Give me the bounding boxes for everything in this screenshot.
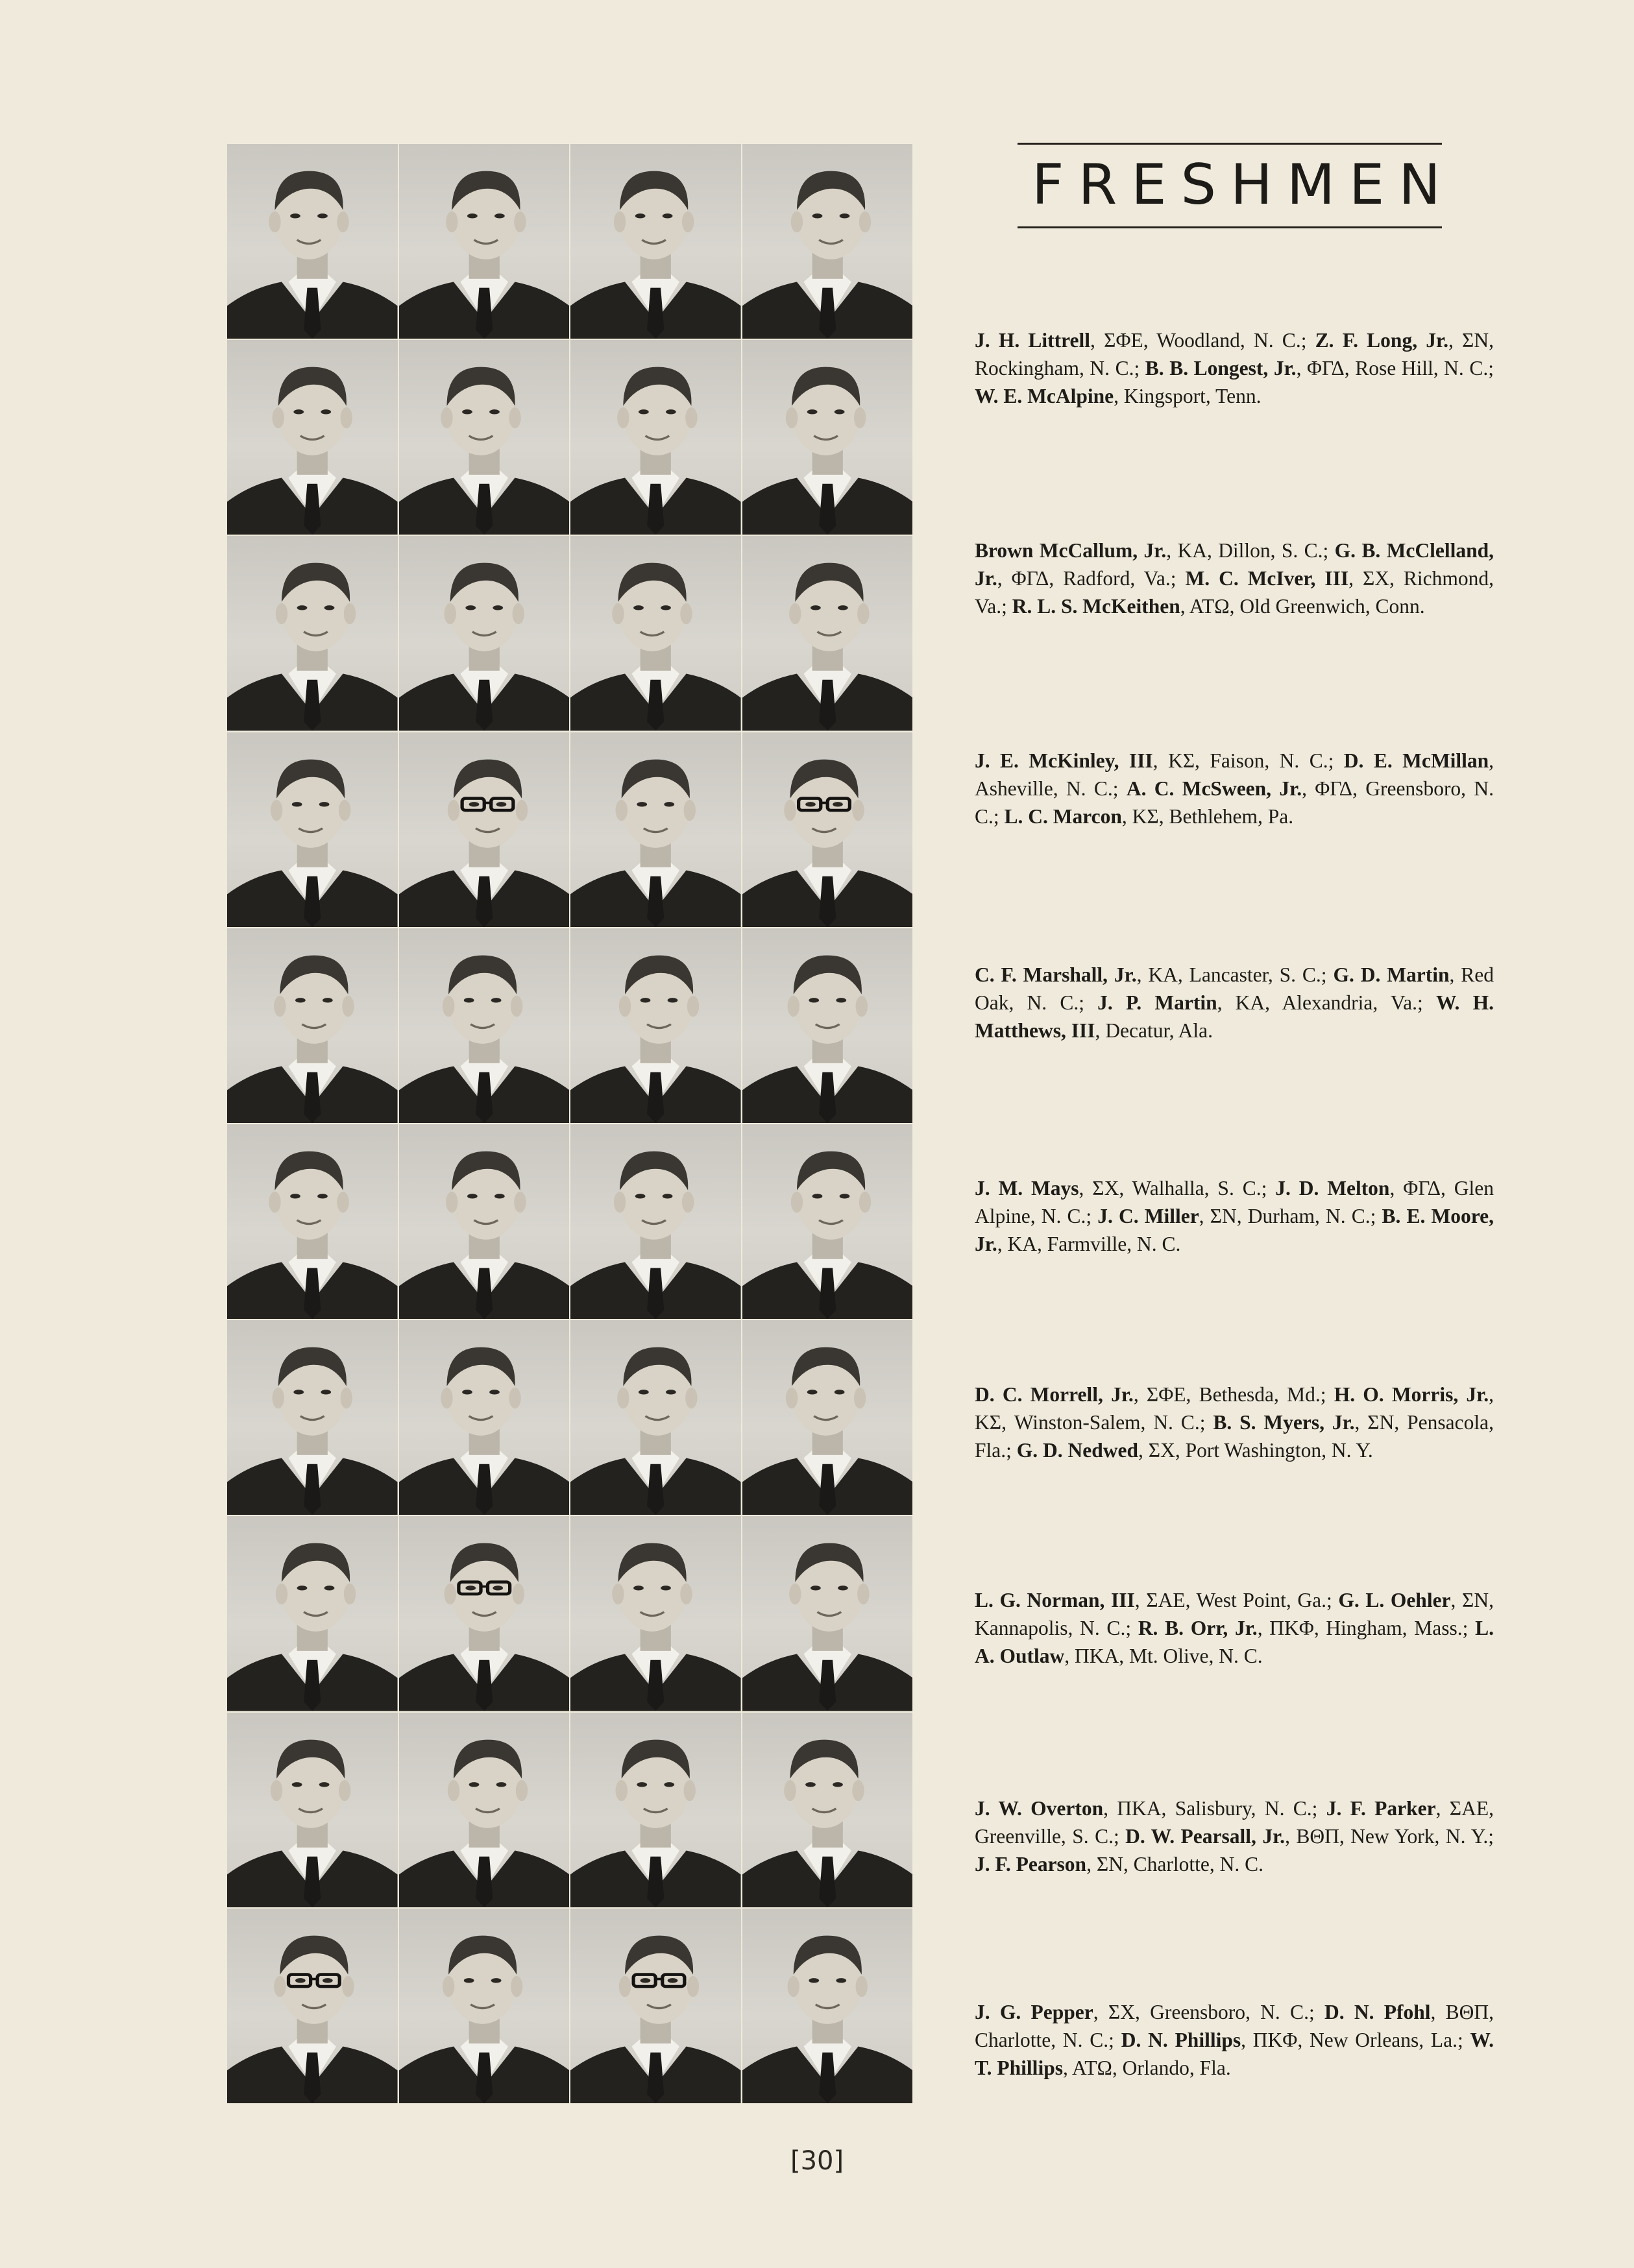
student-portrait [227,144,399,340]
student-portrait [399,536,571,732]
caption-text: J. H. Littrell, ΣΦE, Woodland, N. C.; Z. F. Long, Jr., ΣN, Rockingham, N. C.; B. B. Longest, Jr., ΦΓΔ, Rose Hill, N. C.; W. E. McAlpine, Kingsport, Tenn. [975,329,1494,407]
student-portrait [742,1516,914,1712]
caption-text: J. G. Pepper, ΣX, Greensboro, N. C.; D. N. Pfohl, BΘΠ, Charlotte, N. C.; D. N. Phillips, ΠKΦ, New Orleans, La.; W. T. Phillips, ATΩ, Orlando, Fla. [975,2001,1494,2079]
student-portrait [227,1516,399,1712]
student-portrait [399,1516,571,1712]
student-portrait [570,732,742,928]
student-portrait [227,340,399,536]
student-portrait [399,1713,571,1909]
caption-row-6 [975,1381,1494,1464]
student-portrait [742,144,914,340]
portrait-grid [227,144,914,2105]
student-portrait [399,340,571,536]
student-portrait [227,928,399,1124]
student-portrait [227,1320,399,1516]
caption-row-3 [975,747,1494,830]
student-portrait [570,928,742,1124]
caption-row-7 [975,1586,1494,1670]
caption-text: Brown McCallum, Jr., KA, Dillon, S. C.; G. B. McClelland, Jr., ΦΓΔ, Radford, Va.; M. C. McIver, III, ΣX, Richmond, Va.; R. L. S. McKeithen, ATΩ, Old Greenwich, Conn. [975,539,1494,618]
student-portrait [570,340,742,536]
student-portrait [570,1909,742,2105]
student-portrait [399,732,571,928]
caption-text: J. W. Overton, ΠKA, Salisbury, N. C.; J. F. Parker, ΣAE, Greenville, S. C.; D. W. Pearsall, Jr., BΘΠ, New York, N. Y.; J. F. Pearson, ΣN, Charlotte, N. C. [975,1797,1494,1876]
student-portrait [742,340,914,536]
student-portrait [742,1713,914,1909]
student-portrait [570,1516,742,1712]
page-title: FRESHMEN [1032,152,1455,217]
caption-text: C. F. Marshall, Jr., KA, Lancaster, S. C.; G. D. Martin, Red Oak, N. C.; J. P. Martin, KA, Alexandria, Va.; W. H. Matthews, III, Decatur, Ala. [975,963,1494,1042]
caption-row-5 [975,1174,1494,1258]
student-portrait [227,1124,399,1320]
student-portrait [742,1124,914,1320]
student-portrait [570,1320,742,1516]
student-portrait [227,1909,399,2105]
student-portrait [227,1713,399,1909]
student-portrait [570,1124,742,1320]
student-portrait [399,928,571,1124]
student-portrait [742,928,914,1124]
student-portrait [399,1124,571,1320]
student-portrait [227,536,399,732]
caption-text: J. E. McKinley, III, KΣ, Faison, N. C.; D. E. McMillan, Asheville, N. C.; A. C. McSween, Jr., ΦΓΔ, Greensboro, N. C.; L. C. Marcon, KΣ, Bethlehem, Pa. [975,749,1494,828]
caption-row-1 [975,326,1494,410]
page-number: [30] [790,2146,844,2176]
student-portrait [742,536,914,732]
student-portrait [227,732,399,928]
caption-text: L. G. Norman, III, ΣAE, West Point, Ga.; G. L. Oehler, ΣN, Kannapolis, N. C.; R. B. Orr, Jr., ΠKΦ, Hingham, Mass.; L. A. Outlaw, ΠKA, Mt. Olive, N. C. [975,1589,1494,1667]
caption-row-2 [975,537,1494,620]
student-portrait [399,144,571,340]
title-bottom-rule [1018,226,1442,228]
student-portrait [742,732,914,928]
student-portrait [570,536,742,732]
caption-text: J. M. Mays, ΣX, Walhalla, S. C.; J. D. Melton, ΦΓΔ, Glen Alpine, N. C.; J. C. Miller, ΣN, Durham, N. C.; B. E. Moore, Jr., KA, Farmville, N. C. [975,1177,1494,1255]
caption-row-9 [975,1998,1494,2082]
student-portrait [742,1320,914,1516]
student-portrait [570,144,742,340]
student-portrait [570,1713,742,1909]
caption-row-4 [975,961,1494,1044]
student-portrait [399,1320,571,1516]
caption-text: D. C. Morrell, Jr., ΣΦE, Bethesda, Md.; H. O. Morris, Jr., KΣ, Winston-Salem, N. C.; B. S. Myers, Jr., ΣN, Pensacola, Fla.; G. D. Nedwed, ΣX, Port Washington, N. Y. [975,1383,1494,1462]
caption-row-8 [975,1794,1494,1878]
student-portrait [742,1909,914,2105]
title-block [1018,143,1455,228]
student-portrait [399,1909,571,2105]
